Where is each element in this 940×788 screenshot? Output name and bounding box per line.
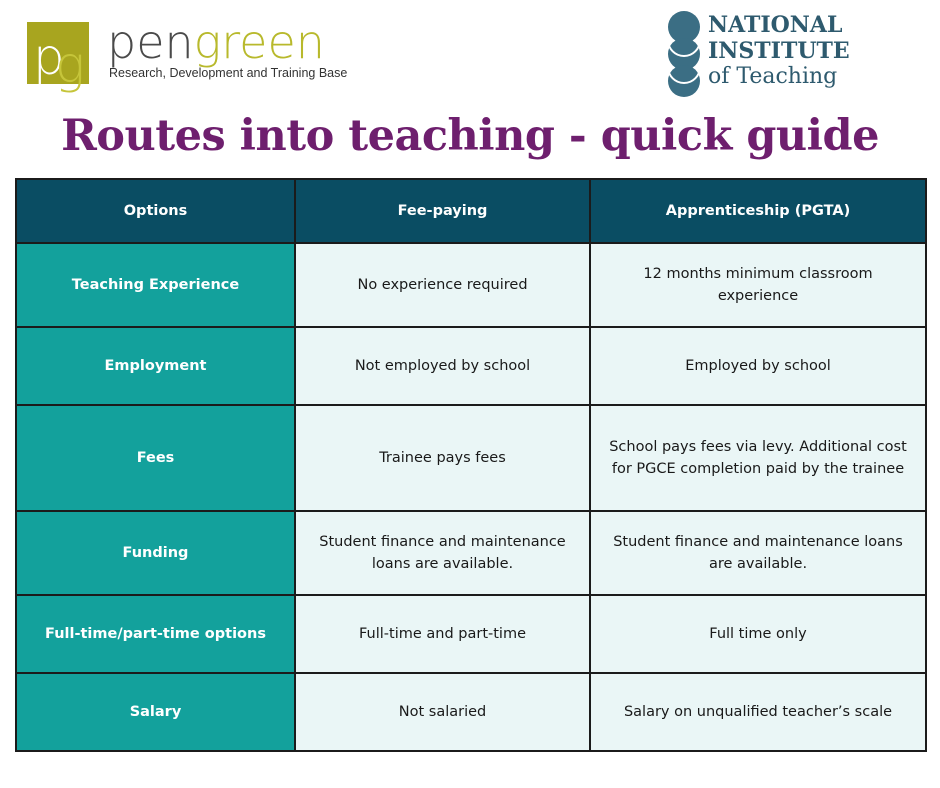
- fee-paying-cell: No experience required: [295, 243, 590, 327]
- row-label: Salary: [16, 673, 295, 751]
- fee-paying-cell: Full-time and part-time: [295, 595, 590, 673]
- apprenticeship-cell: 12 months minimum classroom experience: [590, 243, 926, 327]
- row-label: Employment: [16, 327, 295, 405]
- fee-paying-cell: Not salaried: [295, 673, 590, 751]
- table-row: [16, 405, 926, 511]
- row-label: Funding: [16, 511, 295, 595]
- row-label: Teaching Experience: [16, 243, 295, 327]
- header-fee-paying: Fee-paying: [295, 179, 590, 243]
- pengreen-tagline: Research, Development and Training Base: [109, 66, 348, 80]
- pengreen-wordmark: [107, 14, 325, 70]
- table-row: [16, 327, 926, 405]
- apprenticeship-cell: Full time only: [590, 595, 926, 673]
- svg-text:p: p: [33, 28, 65, 86]
- apprenticeship-cell: Student finance and maintenance loans are available.: [590, 511, 926, 595]
- page-title: Routes into teaching - quick guide: [61, 111, 879, 161]
- nit-line-institute: INSTITUTE: [708, 38, 850, 64]
- nit-logo: [664, 10, 874, 102]
- fee-paying-cell: Student finance and maintenance loans are available.: [295, 511, 590, 595]
- nit-line-of-teaching: of Teaching: [708, 64, 838, 89]
- row-label: Fees: [16, 405, 295, 511]
- nit-wordmark: [708, 12, 850, 90]
- fee-paying-cell: Not employed by school: [295, 327, 590, 405]
- header-options: Options: [16, 179, 295, 243]
- header-apprenticeship: Apprenticeship (PGTA): [590, 179, 926, 243]
- table-row: [16, 595, 926, 673]
- apprenticeship-cell: School pays fees via levy. Additional cost for PGCE completion paid by the trainee: [590, 405, 926, 511]
- pengreen-word-green: green: [193, 15, 325, 69]
- fee-paying-cell: Trainee pays fees: [295, 405, 590, 511]
- table-row: [16, 673, 926, 751]
- row-label: Full-time/part-time options: [16, 595, 295, 673]
- pengreen-word-pen: pen: [107, 15, 194, 69]
- svg-text:g: g: [55, 36, 86, 94]
- table-header-row: [16, 179, 926, 243]
- apprenticeship-cell: Salary on unqualified teacher’s scale: [590, 673, 926, 751]
- table-row: [16, 511, 926, 595]
- nit-circles-icon: [664, 10, 704, 102]
- pengreen-logo: [27, 15, 387, 118]
- apprenticeship-cell: Employed by school: [590, 327, 926, 405]
- pengreen-pg-mark-icon: [27, 20, 91, 114]
- routes-table: [15, 178, 927, 752]
- table-row: [16, 243, 926, 327]
- nit-line-national: NATIONAL: [708, 12, 843, 38]
